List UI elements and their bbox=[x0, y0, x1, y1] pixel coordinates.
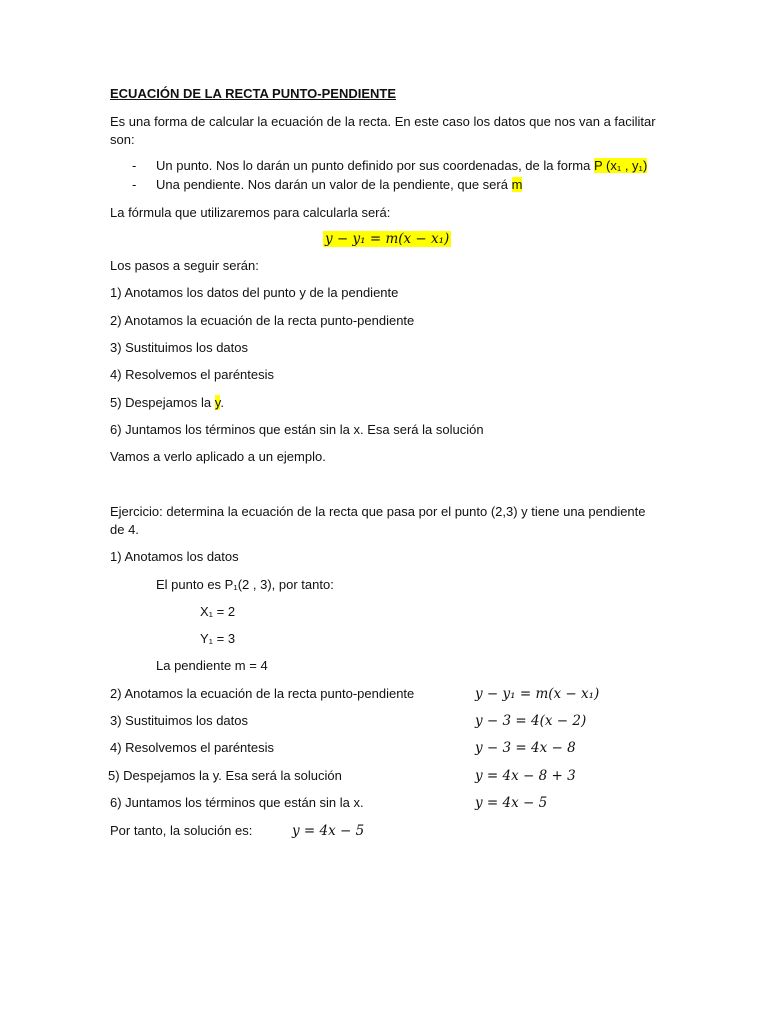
main-formula: y − y₁ = m(x − x₁) bbox=[325, 231, 450, 247]
steps-intro: Los pasos a seguir serán: bbox=[110, 258, 259, 273]
step-5-highlight: y bbox=[214, 395, 221, 410]
bullet-point-highlight: P (x₁ , y₁) bbox=[593, 158, 648, 173]
example-step-2: 2) Anotamos la ecuación de la recta punto-pendiente bbox=[110, 686, 415, 701]
example-step-2-math: y − y₁ = m(x − x₁) bbox=[475, 686, 600, 702]
solution-math: y = 4x − 5 bbox=[292, 823, 365, 839]
example-step-4: 4) Resolvemos el paréntesis bbox=[110, 740, 275, 755]
x1-value: X₁ = 2 bbox=[200, 604, 236, 619]
example-step-6: 6) Juntamos los términos que están sin la x. bbox=[110, 795, 364, 810]
example-step-3-math: y − 3 = 4(x − 2) bbox=[475, 713, 587, 729]
bullet-slope-highlight: m bbox=[511, 177, 523, 192]
example-intro: Vamos a verlo aplicado a un ejemplo. bbox=[110, 449, 326, 464]
bullet-dash: - bbox=[132, 177, 137, 192]
bullet-point-text: Un punto. Nos lo darán un punto definido por sus coordenadas, de la forma bbox=[156, 158, 594, 173]
bullet-slope bbox=[156, 177, 522, 193]
step-5 bbox=[110, 395, 224, 411]
intro-line-2: son: bbox=[110, 132, 135, 147]
example-step-5-math: y = 4x − 8 + 3 bbox=[475, 768, 576, 784]
bullet-point bbox=[156, 158, 647, 174]
step-6: 6) Juntamos los términos que están sin la x. Esa será la solución bbox=[110, 422, 484, 437]
step-1: 1) Anotamos los datos del punto y de la pendiente bbox=[110, 285, 399, 300]
example-step-3: 3) Sustituimos los datos bbox=[110, 713, 249, 728]
step-4: 4) Resolvemos el paréntesis bbox=[110, 367, 275, 382]
example-step-6-math: y = 4x − 5 bbox=[475, 795, 548, 811]
y1-value: Y₁ = 3 bbox=[200, 631, 236, 646]
bullet-dash: - bbox=[132, 158, 137, 173]
slope-text: La pendiente m = 4 bbox=[156, 658, 268, 673]
exercise-line-1: Ejercicio: determina la ecuación de la recta que pasa por el punto (2,3) y tiene una pendiente bbox=[110, 504, 646, 519]
exercise-line-2: de 4. bbox=[110, 522, 139, 537]
formula-intro: La fórmula que utilizaremos para calcularla será: bbox=[110, 205, 391, 220]
step-5-tail: . bbox=[220, 395, 224, 410]
document-title: ECUACIÓN DE LA RECTA PUNTO-PENDIENTE bbox=[110, 86, 397, 101]
example-step-4-math: y − 3 = 4x − 8 bbox=[475, 740, 576, 756]
step-5-text: 5) Despejamos la bbox=[110, 395, 215, 410]
point-text: El punto es P₁(2 , 3), por tanto: bbox=[156, 577, 334, 592]
bullet-slope-text: Una pendiente. Nos darán un valor de la pendiente, que será bbox=[156, 177, 512, 192]
solution-label: Por tanto, la solución es: bbox=[110, 823, 253, 838]
example-step-5: 5) Despejamos la y. Esa será la solución bbox=[108, 768, 342, 783]
example-step-1: 1) Anotamos los datos bbox=[110, 549, 239, 564]
step-2: 2) Anotamos la ecuación de la recta punto-pendiente bbox=[110, 313, 415, 328]
intro-line-1: Es una forma de calcular la ecuación de la recta. En este caso los datos que nos van a facilitar bbox=[110, 114, 656, 129]
step-3: 3) Sustituimos los datos bbox=[110, 340, 249, 355]
